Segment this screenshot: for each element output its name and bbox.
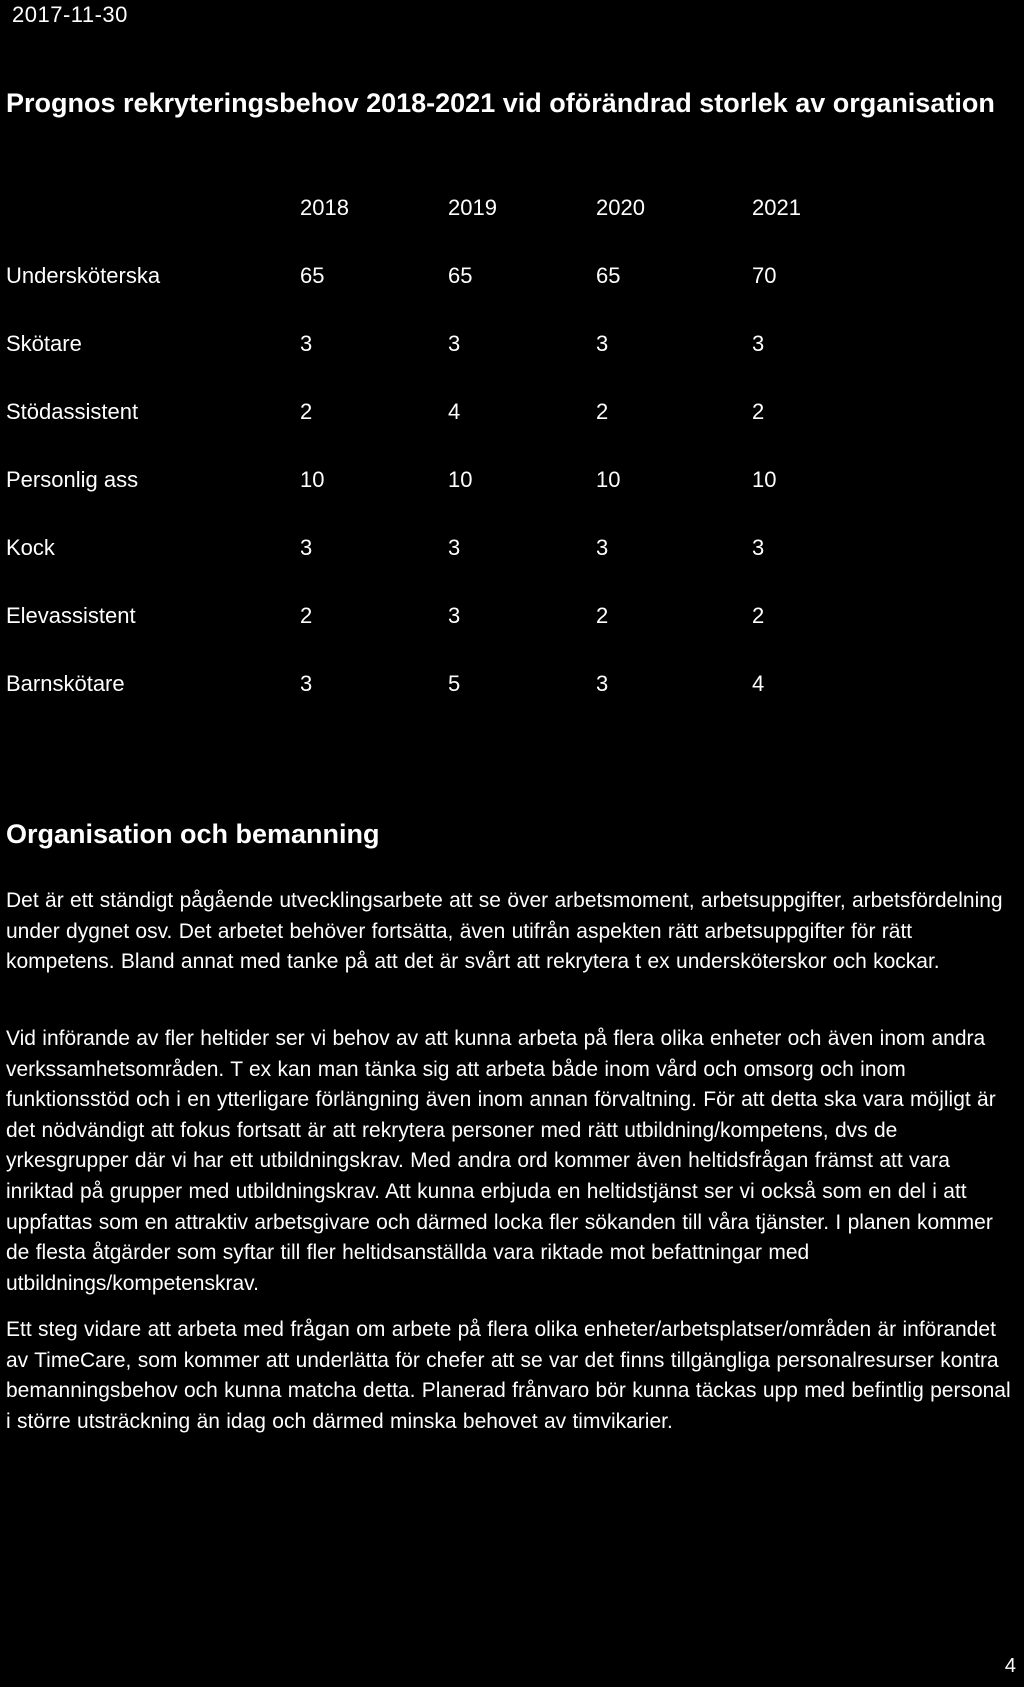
role-label: Undersköterska bbox=[6, 263, 161, 288]
table-row bbox=[6, 603, 766, 671]
page-number: 4 bbox=[1004, 1655, 1016, 1677]
role-label: Kock bbox=[6, 535, 55, 560]
body-paragraph: Vid införande av fler heltider ser vi behov av att kunna arbeta på flera olika enheter och även inom andra verkssamhetsområden. T ex kan man tänka sig att arbeta både inom vård och omsorg och inom funktionsstöd och i en ytterligare förlängning även inom annan förvaltning. För att detta ska vara möjligt är det nödvändigt att fokus fortsatt är att rekrytera personer med rätt utbildning/kompetens, dvs de yrkesgrupper där vi har ett utbildningskrav. Med andra ord kommer även heltidsfrågan främst att vara inriktad på grupper med utbildningskrav. Att kunna erbjuda en heltidstjänst ser vi också som en del i att uppfattas som en attraktiv arbetsgivare och därmed locka fler sökanden till våra tjänster. I planen kommer de flesta åtgärder som syftar till fler heltidsanställda vara riktade mot befattningar med utbildnings/kompetenskrav. bbox=[6, 1027, 996, 1295]
body-paragraph: Ett steg vidare att arbeta med frågan om arbete på flera olika enheter/arbetsplatser/områden är införandet av TimeCare, som kommer att underlätta för chefer att se var det finns tillgängliga personalresurser kontra bemanningsbehov och kunna matcha detta. Planerad frånvaro bör kunna täckas upp med befintlig personal i större utsträckning än idag och därmed minska behovet av timvikarier. bbox=[6, 1318, 1011, 1433]
table-cell: 5 bbox=[448, 671, 461, 696]
table-cell: 3 bbox=[300, 331, 313, 356]
body-paragraph: Det är ett ständigt pågående utvecklingsarbete att se över arbetsmoment, arbetsuppgifter, arbetsfördelning under dygnet osv. Det arbetet behöver fortsätta, även utifrån aspekten rätt arbetsuppgifter för rätt kompetens. Bland annat med tanke på att det är svårt att rekrytera t ex undersköterskor och kockar. bbox=[6, 889, 1003, 974]
table-cell: 3 bbox=[448, 331, 461, 356]
role-label: Skötare bbox=[6, 331, 82, 356]
table-cell: 3 bbox=[596, 671, 609, 696]
table-cell: 65 bbox=[596, 263, 621, 288]
table-cell: 3 bbox=[300, 535, 313, 560]
table-cell: 65 bbox=[300, 263, 325, 288]
role-label: Personlig ass bbox=[6, 467, 139, 492]
table-cell: 2 bbox=[596, 399, 609, 424]
column-header-year: 2021 bbox=[752, 195, 801, 220]
table-cell: 3 bbox=[752, 535, 765, 560]
table-row bbox=[6, 535, 766, 603]
table-cell: 3 bbox=[752, 331, 765, 356]
table-cell: 2 bbox=[300, 603, 313, 628]
table-cell: 10 bbox=[596, 467, 621, 492]
table-row bbox=[6, 399, 766, 467]
table-row bbox=[6, 331, 766, 399]
table-cell: 10 bbox=[300, 467, 325, 492]
document-date: 2017-11-30 bbox=[12, 2, 128, 27]
column-header-year: 2019 bbox=[448, 195, 497, 220]
role-label: Elevassistent bbox=[6, 603, 136, 628]
table-cell: 3 bbox=[596, 331, 609, 356]
table-cell: 4 bbox=[448, 399, 461, 424]
table-cell: 65 bbox=[448, 263, 473, 288]
page-title: Prognos rekryteringsbehov 2018-2021 vid oförändrad storlek av organisation bbox=[6, 88, 995, 118]
table-cell: 3 bbox=[300, 671, 313, 696]
table-cell: 3 bbox=[448, 535, 461, 560]
table-cell: 2 bbox=[300, 399, 313, 424]
table-cell: 3 bbox=[448, 603, 461, 628]
table-cell: 10 bbox=[752, 467, 777, 492]
role-label: Barnskötare bbox=[6, 671, 125, 696]
column-header-year: 2018 bbox=[300, 195, 349, 220]
table-cell: 10 bbox=[448, 467, 473, 492]
table-row bbox=[6, 671, 766, 739]
table-cell: 2 bbox=[596, 603, 609, 628]
section-heading: Organisation och bemanning bbox=[6, 819, 380, 849]
table-row bbox=[6, 263, 777, 331]
recruitment-forecast-table bbox=[6, 195, 801, 739]
table-cell: 70 bbox=[752, 263, 777, 288]
column-header-year: 2020 bbox=[596, 195, 645, 220]
role-label: Stödassistent bbox=[6, 399, 139, 424]
table-cell: 2 bbox=[752, 399, 765, 424]
table-row bbox=[6, 467, 777, 535]
table-header-row bbox=[6, 195, 801, 263]
table-cell: 3 bbox=[596, 535, 609, 560]
table-cell: 2 bbox=[752, 603, 765, 628]
table-cell: 4 bbox=[752, 671, 765, 696]
